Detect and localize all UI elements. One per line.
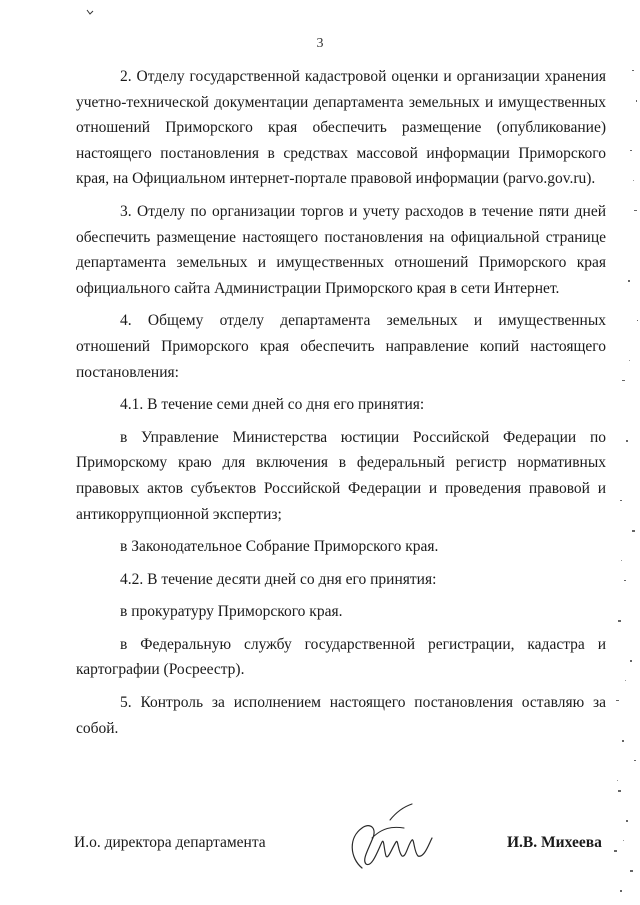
- paragraph-4-1-b: в Законодательное Собрание Приморского края.: [120, 538, 439, 556]
- paragraph-4-2-a: в прокуратуру Приморского края.: [120, 603, 343, 621]
- paragraph-4-2-b: в Федеральную службу государственной регистрации, кадастра и картографии (Росреестр).: [76, 635, 606, 679]
- paragraph-4-2: 4.2. В течение десяти дней со дня его принятия:: [120, 570, 437, 588]
- paragraph-3: 3. Отделу по организации торгов и учету расходов в течение пяти дней обеспечить размещение настоящего постановления на официальной странице департамента земельных и имущественных отношений Приморского края официального сайта Администрации Приморского края в сети Интернет.: [76, 202, 606, 297]
- document-body: [76, 64, 606, 741]
- paragraph-2: 2. Отделу государственной кадастровой оценки и организации хранения учетно-технической документации департамента земельных и имущественных отношений Приморского края обеспечить размещение (опубликование) настоящего постановления в средствах массовой информации Приморского края, на Официальном интернет-портале правовой информации (parvo.gov.ru).: [76, 68, 606, 188]
- paragraph-4: 4. Общему отделу департамента земельных и имущественных отношений Приморского края обеспечить направление копий настоящего постановления:: [76, 312, 606, 381]
- page-number: 3: [316, 36, 324, 51]
- paragraph-5: 5. Контроль за исполнением настоящего постановления оставляю за собой.: [76, 694, 606, 737]
- scan-edge-noise: [612, 60, 640, 905]
- signatory-title: И.о. директора департамента: [74, 834, 266, 851]
- handwritten-signature: [332, 798, 448, 880]
- signatory-name: И.В. Михеева: [507, 834, 602, 851]
- scan-mark: [86, 8, 96, 18]
- paragraph-4-1-a: в Управление Министерства юстиции Российской Федерации по Приморскому краю для включения в федеральный регистр нормативных правовых актов субъектов Российской Федерации и проведения правовой и антикоррупционной экспертиз;: [76, 428, 606, 523]
- paragraph-4-1: 4.1. В течение семи дней со дня его принятия:: [120, 396, 425, 414]
